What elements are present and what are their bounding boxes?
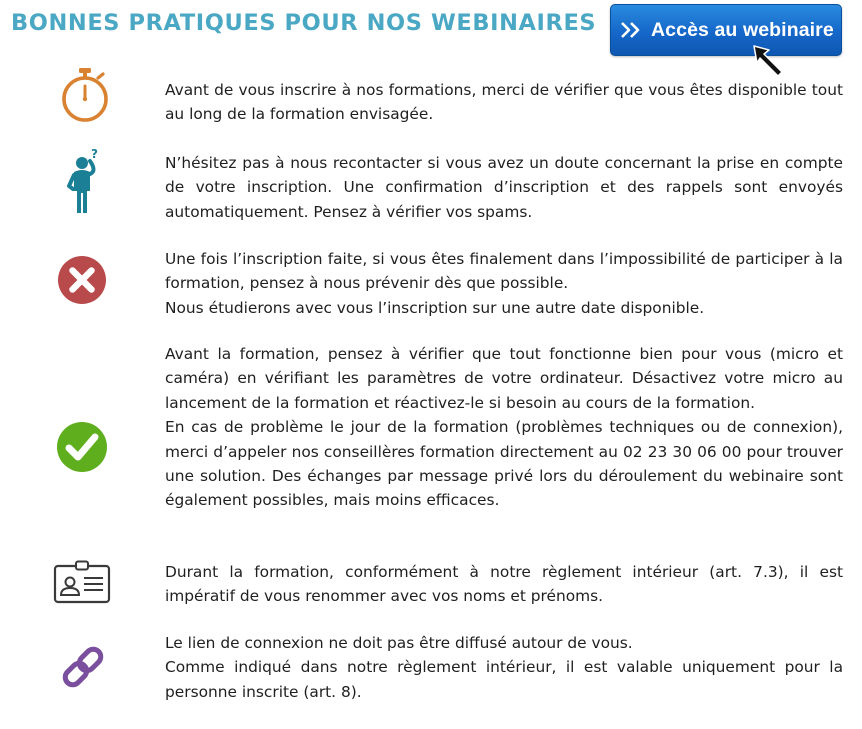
svg-text:?: ? xyxy=(91,147,98,161)
item-text-cancellation xyxy=(165,247,843,320)
access-webinar-label: Accès au webinaire xyxy=(651,18,834,41)
item-text-link-sharing xyxy=(165,631,843,704)
item-paragraph: Durant la formation, conformément à notre règlement intérieur (art. 7.3), il est impératif de vous renommer avec vos noms et prénoms. xyxy=(165,563,843,606)
item-paragraph: Comme indiqué dans notre règlement intérieur, il est valable uniquement pour la personne inscrite (art. 8). xyxy=(165,658,843,701)
check-circle-icon xyxy=(56,421,108,473)
item-paragraph: Le lien de connexion ne doit pas être diffusé autour de vous. xyxy=(165,634,633,652)
access-webinar-button[interactable] xyxy=(610,4,842,56)
item-paragraph: Une fois l’inscription faite, si vous êtes finalement dans l’impossibilité de participer à la formation, pensez à nous prévenir dès que possible. xyxy=(165,250,843,293)
double-chevron-right-icon xyxy=(619,20,645,40)
stopwatch-icon xyxy=(58,66,112,124)
item-text-preparation xyxy=(165,342,843,513)
item-text-contact xyxy=(165,151,843,224)
id-badge-icon xyxy=(53,560,111,604)
cross-circle-icon xyxy=(57,255,107,305)
item-text-renaming xyxy=(165,560,843,609)
thinking-person-icon xyxy=(64,145,104,217)
item-text-availability xyxy=(165,78,843,127)
item-paragraph: N’hésitez pas à nous recontacter si vous avez un doute concernant la prise en compte de votre inscription. Une confirmation d’inscription et des rappels sont envoyés automatiquement. Pensez à vérifier vos spams. xyxy=(165,154,843,221)
cursor-arrow-icon xyxy=(752,44,786,78)
item-paragraph: Nous étudierons avec vous l’inscription sur une autre date disponible. xyxy=(165,298,705,317)
item-paragraph: Avant de vous inscrire à nos formations, merci de vérifier que vous êtes disponible tout au long de la formation envisagée. xyxy=(165,81,843,124)
page-title: BONNES PRATIQUES POUR NOS WEBINAIRES xyxy=(11,10,597,36)
item-paragraph: En cas de problème le jour de la formation (problèmes techniques ou de connexion), merci d’appeler nos conseillères formation directement au 02 23 30 06 00 pour trouver une solution. Des échanges par message privé lors du déroulement du webinaire sont également possibles, mais moins efficaces. xyxy=(165,418,843,510)
item-paragraph: Avant la formation, pensez à vérifier que tout fonctionne bien pour vous (micro et caméra) en vérifiant les paramètres de votre ordinateur. Désactivez votre micro au lancement de la formation et réactivez-le si besoin au cours de la formation. xyxy=(165,345,843,412)
link-icon xyxy=(60,644,106,690)
